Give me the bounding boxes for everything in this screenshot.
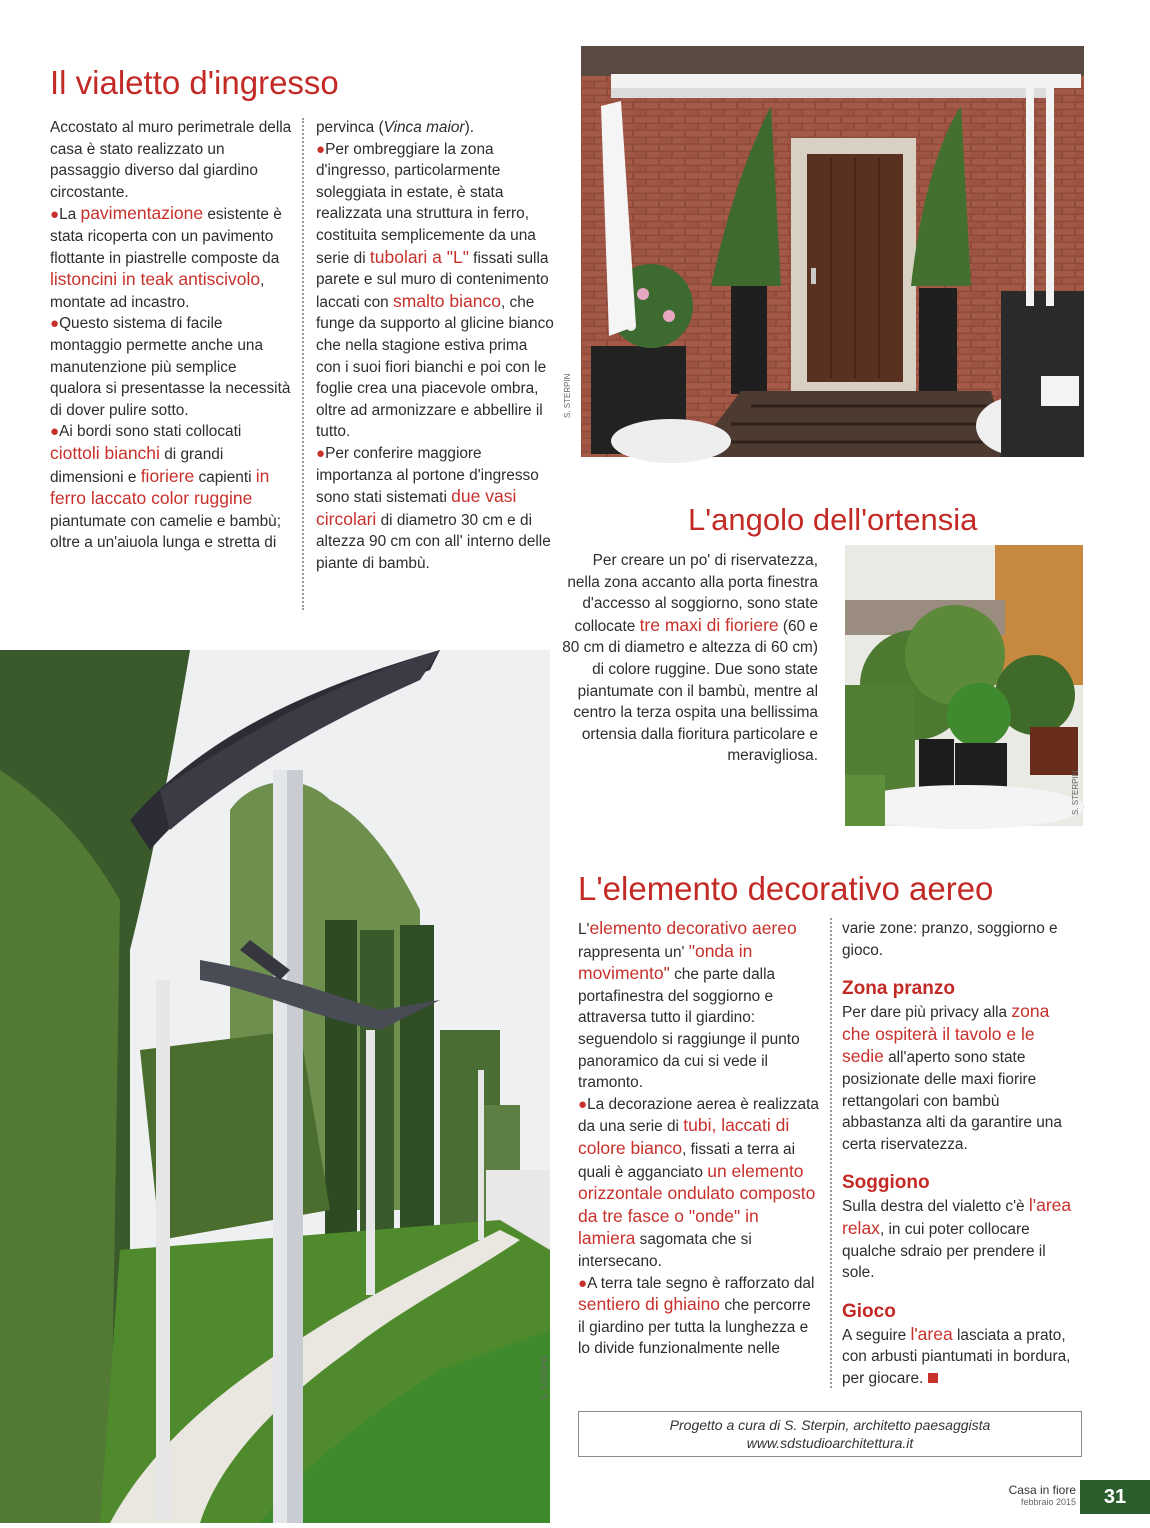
paragraph: Per dare più privacy alla zona che ospiterà il tavolo e le sedie all'aperto sono state posizionate delle maxi fiorire rettangolari con bambù abbastanza alti da garantire una certa riservatezza. [842, 1001, 1062, 1153]
subheading-soggiorno: Soggiono [842, 1172, 930, 1194]
paragraph: varie zone: pranzo, soggiorno e gioco. [842, 920, 1058, 959]
magazine-name: Casa in fiore [1008, 1483, 1076, 1497]
project-credit-author: Progetto a cura di S. Sterpin, architetto paesaggista [669, 1417, 991, 1433]
paragraph: ●Questo sistema di facile montaggio permette anche una manutenzione più semplice qualora si presentasse la necessità di dover pulire sotto. [50, 315, 291, 419]
photo-hydrangea-corner [845, 545, 1083, 826]
bullet-icon: ● [316, 444, 326, 462]
column-divider [302, 118, 304, 610]
elemento-column-1 [578, 918, 820, 1360]
paragraph: Sulla destra del vialetto c'è l'area relax, in cui poter collocare qualche sdraio per prendere il sole. [842, 1195, 1072, 1282]
paragraph: ●Per conferire maggiore importanza al portone d'ingresso sono stati sistemati due vasi circolari di diametro 30 cm e di altezza 90 cm con all' interno delle piante di bambù. [316, 444, 551, 572]
hydrangea-illustration [845, 545, 1083, 826]
paragraph: L'elemento decorativo aereo rappresenta un' "onda in movimento" che parte dalla portafinestra del soggiorno e attraversa tutto il giardino: seguendolo si raggiunge il punto panoramico da cui si vede il tramonto. [578, 918, 800, 1092]
paragraph: Accostato al muro perimetrale della casa è stato realizzato un passaggio diverso dal giardino circostante. [50, 119, 292, 201]
photo-credit: S. STERPIN [540, 1355, 549, 1400]
photo-entrance-door [563, 46, 1084, 457]
project-credit-website: www.sdstudioarchitettura.it [746, 1435, 914, 1451]
page-number: 31 [1080, 1480, 1150, 1514]
section-title-ortensia: L'angolo dell'ortensia [688, 502, 978, 537]
subheading-zona-pranzo: Zona pranzo [842, 978, 955, 1000]
bullet-icon: ● [578, 1274, 588, 1292]
paragraph: pervinca (Vinca maior). [316, 119, 474, 136]
vialetto-column-1 [50, 117, 292, 554]
paragraph: ●Per ombreggiare la zona d'ingresso, particolarmente soleggiata in estate, è stata realizzata una struttura in ferro, costituita semplicemente da una serie di tubolari a "L" fissati sulla parete e sul muro di contenimento laccati con smalto bianco, che funge da supporto al glicine bianco che nella stagione estiva prima con i suoi fiori bianchi e poi con le foglie crea una piacevole ombra, oltre ad armonizzare e abbellire il tutto. [316, 140, 554, 441]
issue-date: febbraio 2015 [1020, 1497, 1076, 1507]
photo-credit: S. STERPIN [563, 373, 572, 418]
project-credit-box [578, 1411, 1082, 1457]
paragraph: ●Ai bordi sono stati collocati ciottoli bianchi di grandi dimensioni e fioriere capienti in ferro laccato color ruggine piantumate con camelie e bambù; oltre a un'aiuola lunga e stretta di [50, 423, 281, 552]
end-mark-icon [928, 1373, 938, 1383]
subheading-gioco: Gioco [842, 1300, 896, 1322]
section-title-elemento: L'elemento decorativo aereo [578, 870, 994, 907]
bullet-icon: ● [50, 206, 60, 224]
entrance-illustration [581, 46, 1084, 457]
ortensia-text [556, 550, 818, 767]
bullet-icon: ● [50, 423, 60, 441]
elemento-column-2 [842, 918, 1078, 1390]
paragraph: A seguire l'area lasciata a prato, con arbusti piantumati in bordura, per giocare. [842, 1323, 1071, 1387]
section-title-vialetto: Il vialetto d'ingresso [50, 64, 339, 101]
bullet-icon: ● [50, 315, 60, 333]
paragraph: Per creare un po' di riservatezza, nella zona accanto alla porta finestra d'accesso al soggiorno, sono state collocate tre maxi di fioriere (60 e 80 cm di diametro e altezza di 60 cm) di colore ruggine. Due sono state piantumate con il bambù, mentre al centro la terza ospita una bellissima ortensia dalla fioritura particolare e meravigliosa. [562, 552, 818, 765]
paragraph: ●A terra tale segno è rafforzato dal sentiero di ghiaino che percorre il giardino per tutta la lunghezza e lo divide funzionalmente nelle [578, 1274, 815, 1358]
garden-illustration [0, 650, 550, 1523]
paragraph: ●La decorazione aerea è realizzata da una serie di tubi, laccati di colore bianco, fissati a terra ai quali è agganciato un elemento orizzontale ondulato composto da tre fasce o "onde" in lamiera sagomata che si intersecano. [578, 1095, 819, 1270]
paragraph: ●La pavimentazione esistente è stata ricoperta con un pavimento flottante in piastrelle composte da listoncini in teak antiscivolo, montate ad incastro. [50, 203, 282, 311]
photo-garden-path [0, 650, 550, 1523]
vialetto-column-2 [316, 117, 554, 574]
photo-credit: S. STERPIN [1071, 770, 1080, 815]
bullet-icon: ● [578, 1095, 588, 1113]
magazine-footer [970, 1483, 1076, 1508]
bullet-icon: ● [316, 140, 326, 158]
column-divider [830, 918, 832, 1388]
